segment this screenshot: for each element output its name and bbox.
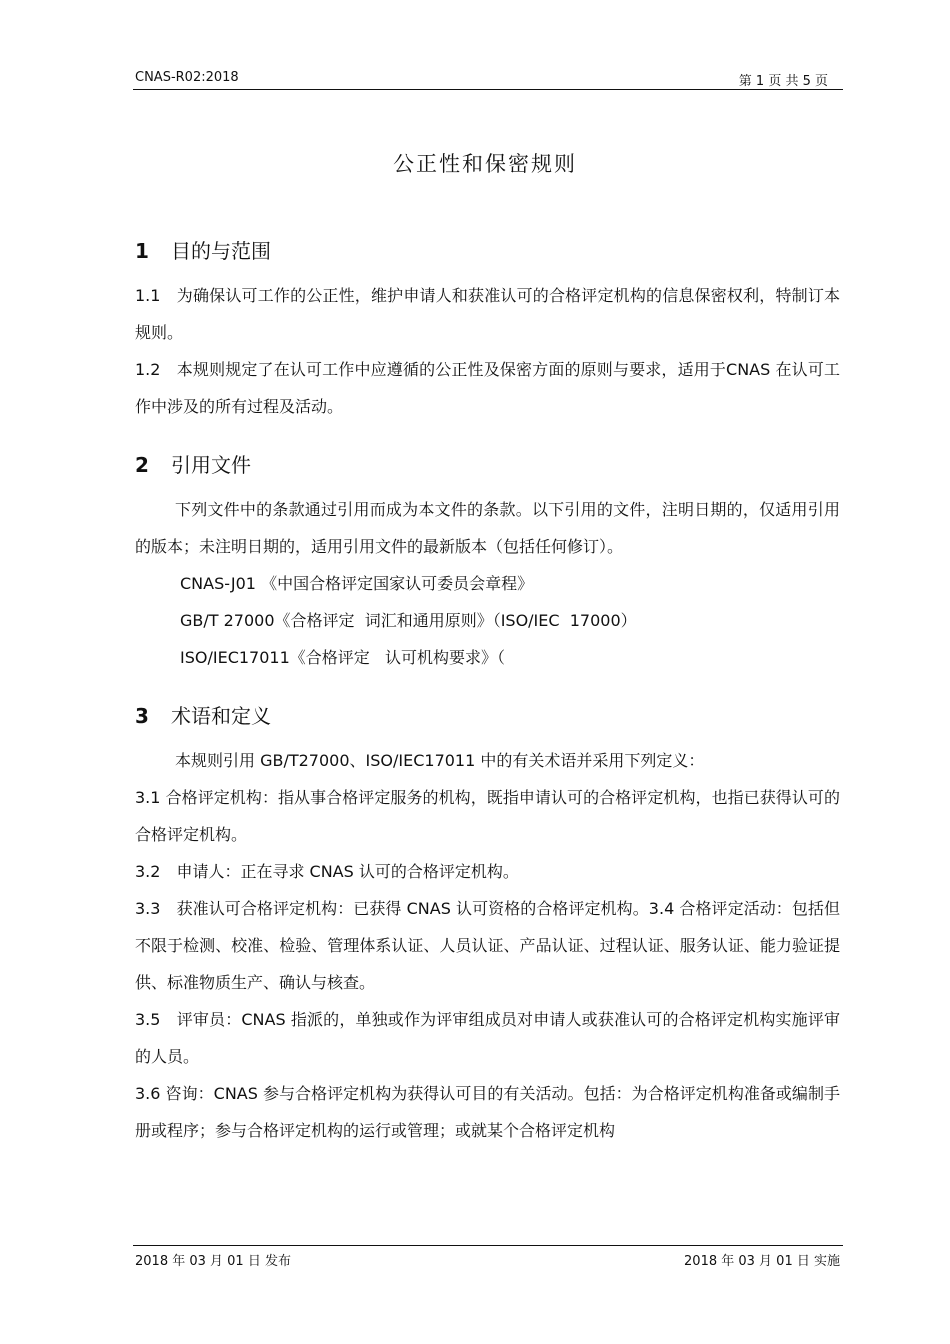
section-heading-3	[135, 698, 840, 734]
section-number: 2	[135, 453, 149, 477]
section-title: 术语和定义	[171, 704, 271, 728]
paragraph-3-5: 3.5 评审员：CNAS 指派的，单独或作为评审组成员对申请人或获准认可的合格评定机构实施评审的人员。	[135, 1010, 840, 1066]
section-heading-2	[135, 447, 840, 483]
effective-date: 2018 年 03 月 01 日 实施	[684, 1254, 840, 1269]
doc-code: CNAS-R02:2018	[135, 70, 239, 85]
section-number: 1	[135, 239, 149, 263]
footer-divider	[133, 1245, 843, 1246]
document-body	[135, 225, 840, 1149]
page-info: 第 1 页 共 5 页	[738, 74, 828, 89]
paragraph-2-intro: 下列文件中的条款通过引用而成为本文件的条款。以下引用的文件，注明日期的，仅适用引用的版本；未注明日期的，适用引用文件的最新版本（包括任何修订）。	[135, 500, 840, 556]
paragraph-3-2: 3.2 申请人：正在寻求 CNAS 认可的合格评定机构。	[135, 862, 519, 881]
paragraph-3-1: 3.1 合格评定机构：指从事合格评定服务的机构，既指申请认可的合格评定机构，也指已获得认可的合格评定机构。	[135, 788, 840, 844]
section-number: 3	[135, 704, 149, 728]
paragraph-1-2: 1.2 本规则规定了在认可工作中应遵循的公正性及保密方面的原则与要求，适用于CNAS 在认可工作中涉及的所有过程及活动。	[135, 360, 840, 416]
publish-date: 2018 年 03 月 01 日 发布	[135, 1254, 291, 1269]
paragraph-3-3: 3.3 获准认可合格评定机构：已获得 CNAS 认可资格的合格评定机构。3.4 合格评定活动：包括但不限于检测、校准、检验、管理体系认证、人员认证、产品认证、过程认证、服务认证、能力验证提供、标准物质生产、确认与核查。	[135, 899, 840, 992]
paragraph-1-1: 1.1 为确保认可工作的公正性，维护申请人和获准认可的合格评定机构的信息保密权利，特制订本规则。	[135, 286, 840, 342]
reference-item: CNAS-J01 《中国合格评定国家认可委员会章程》	[180, 574, 534, 593]
section-title: 引用文件	[171, 453, 251, 477]
paragraph-3-intro: 本规则引用 GB/T27000、ISO/IEC17011 中的有关术语并采用下列定义：	[175, 751, 705, 770]
section-title: 目的与范围	[171, 239, 271, 263]
header-divider	[133, 89, 843, 90]
document-title: 公正性和保密规则	[393, 152, 577, 176]
reference-item: GB/T 27000《合格评定 词汇和通用原则》（ISO/IEC 17000）	[180, 611, 637, 630]
reference-item: ISO/IEC17011《合格评定 认可机构要求》（	[180, 648, 506, 667]
paragraph-3-6: 3.6 咨询：CNAS 参与合格评定机构为获得认可目的有关活动。包括：为合格评定机构准备或编制手册或程序；参与合格评定机构的运行或管理；或就某个合格评定机构	[135, 1084, 840, 1140]
section-heading-1	[135, 233, 840, 269]
